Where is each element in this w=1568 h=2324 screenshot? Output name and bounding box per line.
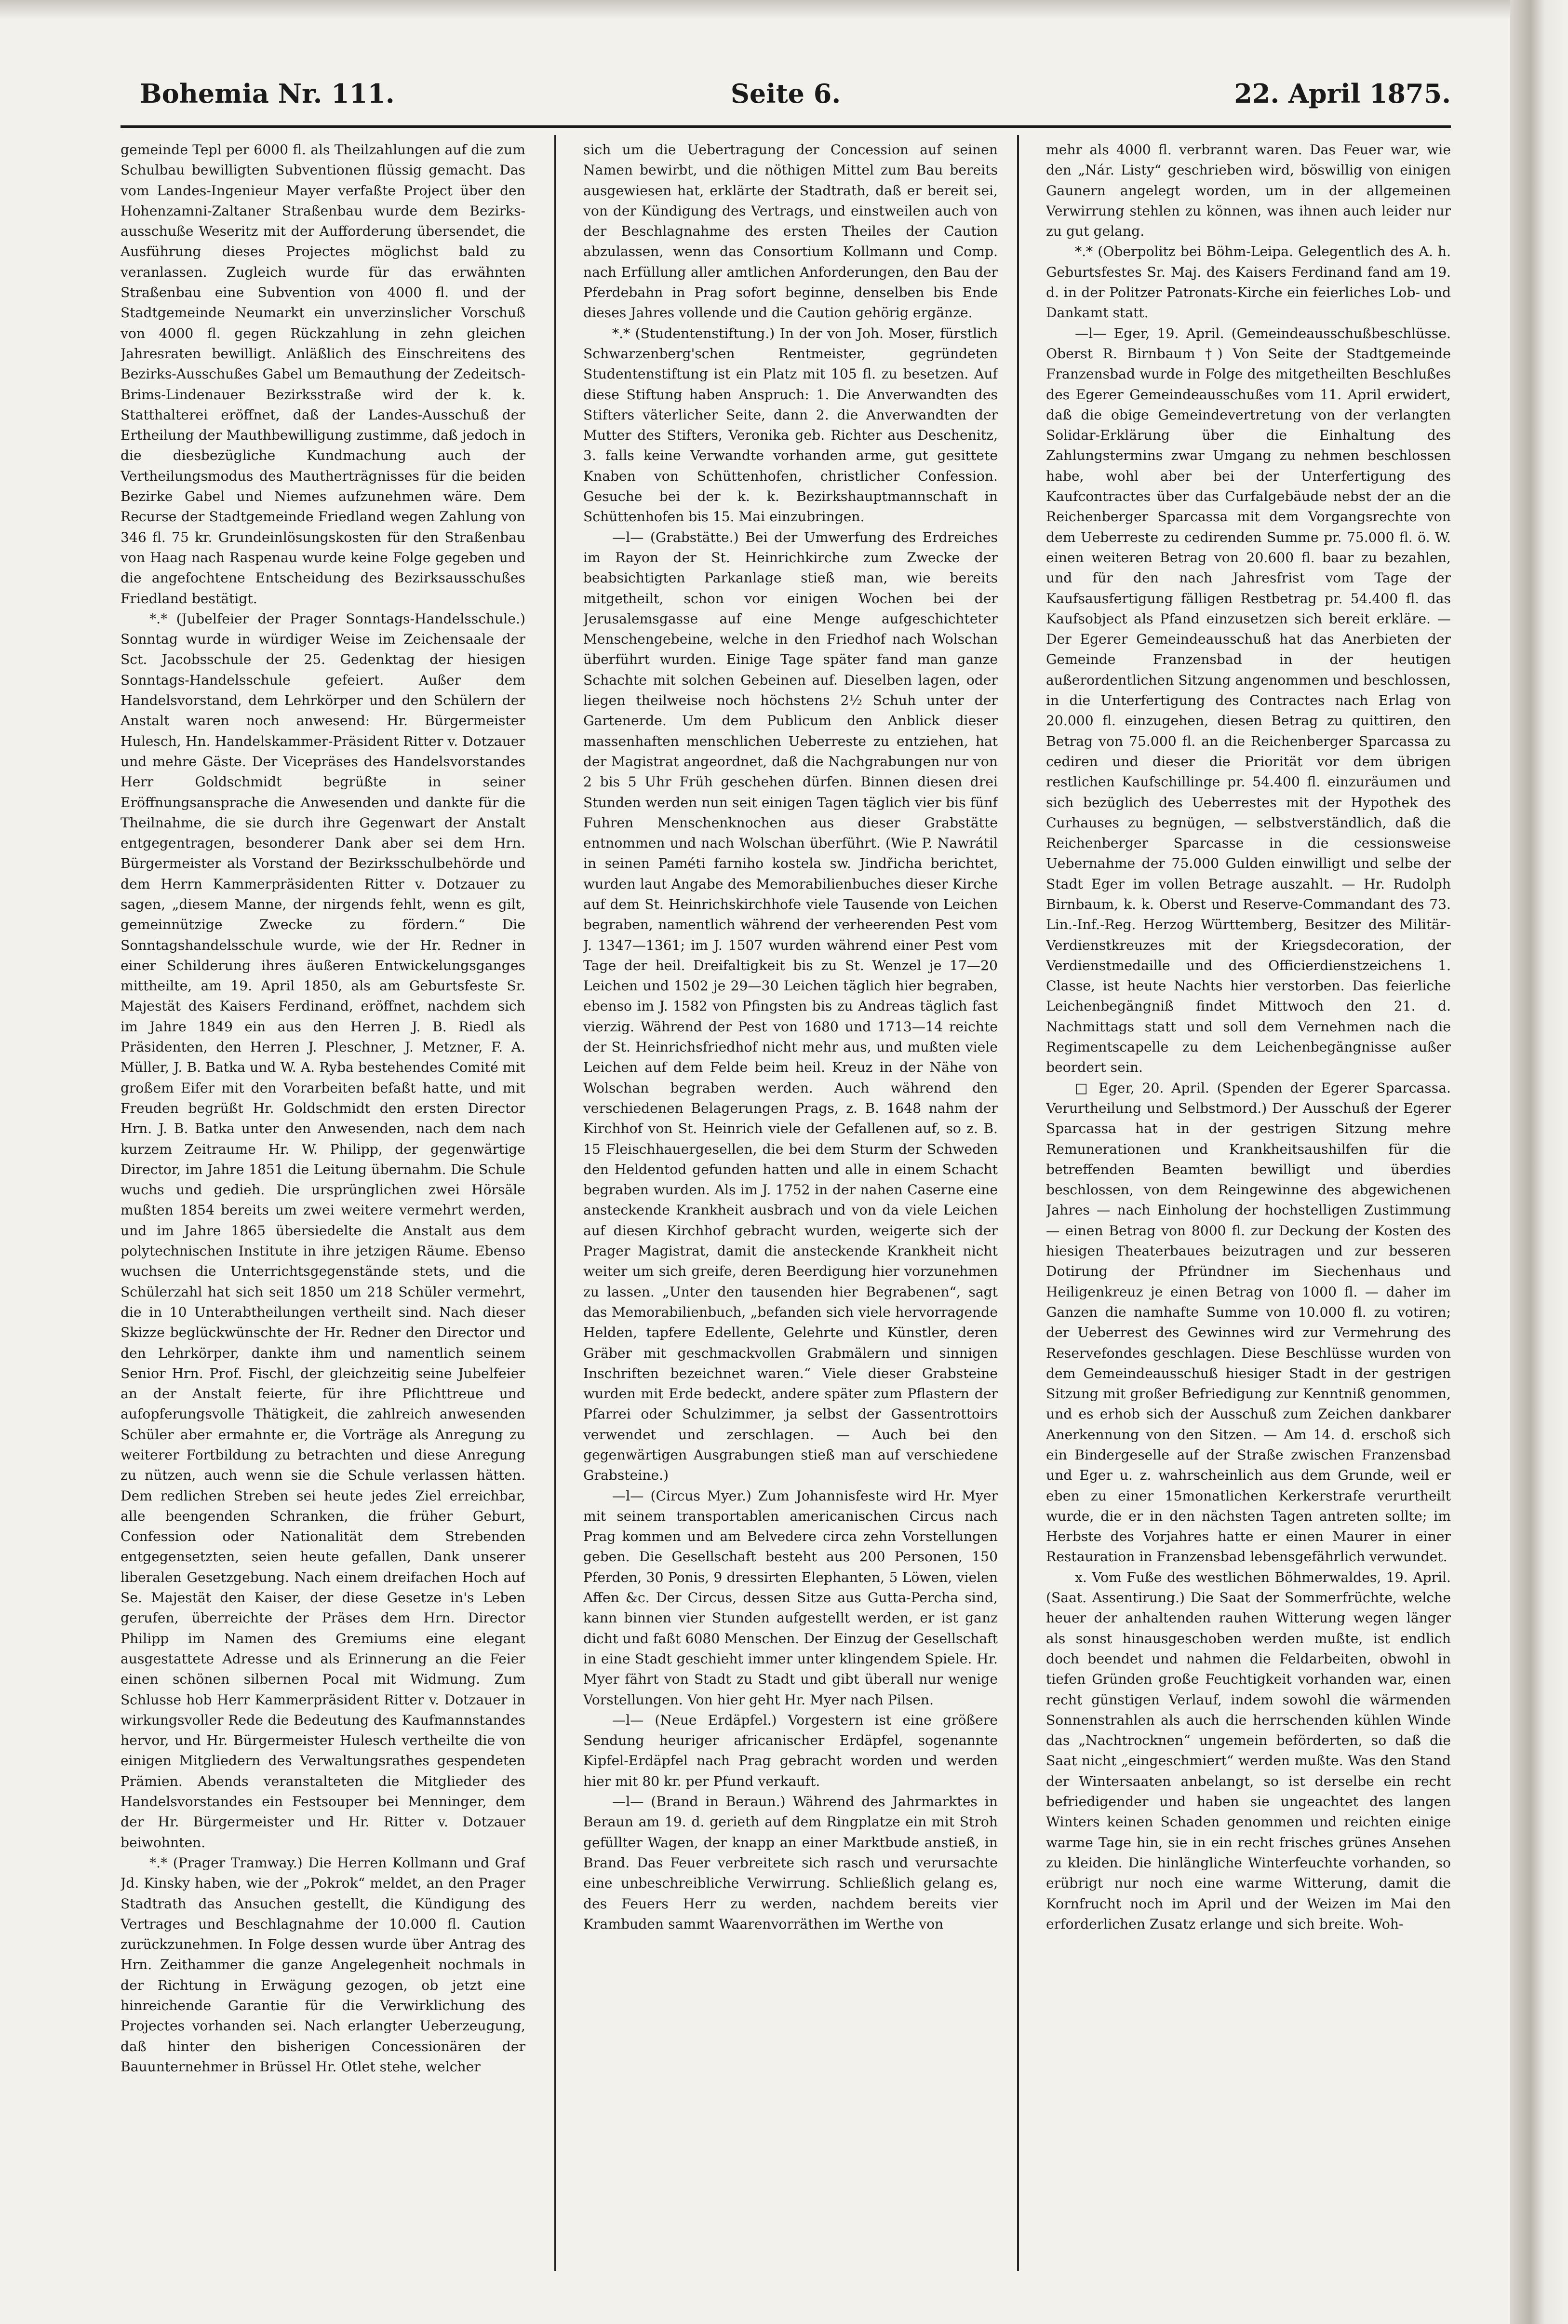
scan-shadow-top	[0, 0, 1568, 19]
article-paragraph: mehr als 4000 fl. verbrannt waren. Das Feuer war, wie den „Nár. Listy“ geschrieben wird, böswillig von einigen Gaunern angelegt worden, um in der allgemeinen Verwirrung stehlen zu können, was ihnen auch leider nur zu gut gelang.	[1046, 142, 1451, 240]
scan-binding-edge	[1510, 0, 1568, 2324]
article-paragraph: —l— (Brand in Beraun.) Während des Jahrmarktes in Beraun am 19. d. gerieth auf dem Ringplatze ein mit Stroh gefüllter Wagen, der knapp an einer Marktbude anstieß, in Brand. Das Feuer verbreitete sich rasch und verursachte eine unbeschreibliche Verwirrung. Schließlich gelang es, des Feuers Herr zu werden, nachdem bereits vier Krambuden sammt Waarenvorräthen im Werthe von	[583, 1794, 998, 1932]
page-number: Seite 6.	[730, 78, 841, 109]
article-paragraph: □ Eger, 20. April. (Spenden der Egerer Sparcassa. Verurtheilung und Selbstmord.) Der Ausschuß der Egerer Sparcassa hat in der gestrigen Sitzung mehre Remunerationen und Krankheitsaushilfen für die betreffenden Beamten bewilligt und überdies beschlossen, von dem Reingewinne des abgewichenen Jahres — nach Einholung der hochstelligen Zustimmung — einen Betrag von 8000 fl. zur Deckung der Kosten des hiesigen Theaterbaues beizutragen und zur besseren Dotirung der Pfründner im Siechenhaus und Heiligenkreuz je einen Betrag von 1000 fl. — daher im Ganzen die namhafte Summe von 10.000 fl. zu votiren; der Ueberrest des Gewinnes wird zur Vermehrung des Reservefondes geschlagen. Diese Beschlüsse wurden von dem Gemeindeausschuß hiesiger Stadt in der gestrigen Sitzung mit großer Befriedigung zur Kenntniß genommen, und es erhob sich der Ausschuß zum Zeichen dankbarer Anerkennung von den Sitzen. — Am 14. d. erschoß sich ein Bindergeselle auf der Straße zwischen Franzensbad und Eger u. z. wahrscheinlich aus dem Grunde, weil er eben zu einer 15monatlichen Kerkerstrafe verurtheilt wurde, die er in den nächsten Tagen antreten sollte; im Herbste des Vorjahres hatte er einen Maurer in einer Restauration in Franzensbad lebensgefährlich verwundet.	[1046, 1080, 1451, 1565]
column-2	[583, 140, 998, 2271]
article-paragraph: —l— (Neue Erdäpfel.) Vorgestern ist eine größere Sendung heuriger africanischer Erdäpfel, sogenannte Kipfel-Erdäpfel nach Prag gebracht worden und werden hier mit 80 kr. per Pfund verkauft.	[583, 1712, 998, 1789]
issue-date: 22. April 1875.	[1234, 78, 1451, 109]
masthead-issue: Bohemia Nr. 111.	[140, 78, 395, 109]
newspaper-page	[121, 72, 1451, 2290]
article-paragraph: —l— (Grabstätte.) Bei der Umwerfung des Erdreiches im Rayon der St. Heinrichkirche zum Zwecke der beabsichtigten Parkanlage stieß man, wie bereits mitgetheilt, schon vor einigen Wochen bei der Jerusalemsgasse auf eine Menge aufgeschichteter Menschengebeine, welche in den Friedhof nach Wolschan überführt wurden. Einige Tage später fand man ganze Schachte mit solchen Gebeinen auf. Dieselben lagen, oder liegen theilweise noch höchstens 2½ Schuh unter der Gartenerde. Um dem Publicum den Anblick dieser massenhaften menschlichen Ueberreste zu entziehen, hat der Magistrat angeordnet, daß die Nachgrabungen nur von 2 bis 5 Uhr Früh geschehen dürfen. Binnen diesen drei Stunden werden nun seit einigen Tagen täglich vier bis fünf Fuhren Menschenknochen aus dieser Grabstätte entnommen und nach Wolschan überführt. (Wie P. Nawrátil in seinen Paméti farniho kostela sw. Jindřicha berichtet, wurden laut Angabe des Memorabilienbuches dieser Kirche auf dem St. Heinrichskirchhofe viele Tausende von Leichen begraben, namentlich während der verheerenden Pest vom J. 1347—1361; im J. 1507 wurden während einer Pest vom Tage der heil. Dreifaltigkeit bis zu St. Wenzel je 17—20 Leichen und 1502 je 29—30 Leichen täglich hier begraben, ebenso im J. 1582 von Pfingsten bis zu Andreas täglich fast vierzig. Während der Pest von 1680 und 1713—14 reichte der St. Heinrichsfriedhof nicht mehr aus, und mußten viele Leichen auf dem Felde beim heil. Kreuz in der Nähe von Wolschan begraben werden. Auch während den verschiedenen Belagerungen Prags, z. B. 1648 nahm der Kirchhof von St. Heinrich viele der Gefallenen auf, so z. B. 15 Fleischhauergesellen, die bei dem Sturm der Schweden den Heldentod gefunden hatten und alle in einem Schacht begraben wurden. Als im J. 1752 in der nahen Caserne eine ansteckende Krankheit ausbrach und von da viele Leichen auf diesen Kirchhof gebracht wurden, weigerte sich der Prager Magistrat, damit die ansteckende Krankheit nicht weiter um sich greife, deren Beerdigung hier vorzunehmen zu lassen. „Unter den tausenden hier Begrabenen“, sagt das Memorabilienbuch, „befanden sich viele hervorragende Helden, tapfere Edellente, Gelehrte und Künstler, deren Gräber mit geschmackvollen Grabmälern und sinnigen Inschriften bezeichnet waren.“ Viele dieser Grabsteine wurden mit Erde bedeckt, andere später zum Pflastern der Pfarrei oder Schulzimmer, ja selbst der Gassentrottoirs verwendet und zerschlagen. — Auch bei den gegenwärtigen Ausgrabungen stieß man auf verschiedene Grabsteine.)	[583, 529, 998, 1484]
article-paragraph: *.* (Studentenstiftung.) In der von Joh. Moser, fürstlich Schwarzenberg'schen Rentmeister, gegründeten Studentenstiftung ist ein Platz mit 105 fl. zu besetzen. Auf diese Stiftung haben Anspruch: 1. Die Anverwandten des Stifters väterlicher Seite, dann 2. die Anverwandten der Mutter des Stifters, Veronika geb. Richter aus Deschenitz, 3. falls keine Verwandte vorhanden arme, gut gesittete Knaben von Schüttenhofen, christlicher Confession. Gesuche bei der k. k. Bezirkshauptmannschaft in Schüttenhofen bis 15. Mai einzubringen.	[583, 325, 998, 525]
column-rule	[1017, 135, 1019, 2271]
article-paragraph: sich um die Uebertragung der Concession auf seinen Namen bewirbt, und die nöthigen Mittel zum Bau bereits ausgewiesen hat, erklärte der Stadtrath, daß er bereit sei, von der Kündigung des Vertrags, und einstweilen auch von der Beschlagnahme des ersten Theiles der Caution abzulassen, wenn das Consortium Kollmann und Comp. nach Erfüllung aller amtlichen Anforderungen, den Bau der Pferdebahn in Prag sofort beginne, denselben bis Ende dieses Jahres vollende und die Caution gehörig ergänze.	[583, 142, 998, 321]
article-paragraph: gemeinde Tepl per 6000 fl. als Theilzahlungen auf die zum Schulbau bewilligten Subventionen flüssig gemacht. Das vom Landes-Ingenieur Mayer verfaßte Project über den Hohenzamni-Zaltaner Straßenbau wurde dem Bezirks-ausschuße Weseritz mit der Aufforderung übersendet, die Ausführung dieses Projectes möglichst bald zu veranlassen. Zugleich wurde für das erwähnten Straßenbau eine Subvention von 4000 fl. und der Stadtgemeinde Neumarkt ein unverzinslicher Vorschuß von 4000 fl. gegen Rückzahlung in zehn gleichen Jahresraten bewilligt. Anläßlich des Einschreitens des Bezirks-Ausschußes Gabel um Bemauthung der Zedeitsch-Brims-Lindenauer Bezirksstraße wird der k. k. Statthalterei eröffnet, daß der Landes-Ausschuß der Ertheilung der Mauthbewilligung zustimme, daß jedoch in die diesbezügliche Kundmachung auch der Vertheilungsmodus des Mautherträgnisses für die beiden Bezirke Gabel und Niemes aufzunehmen wäre. Dem Recurse der Stadtgemeinde Friedland wegen Zahlung von 346 fl. 75 kr. Grundeinlösungskosten für den Straßenbau von Haag nach Raspenau wurde keine Folge gegeben und die angefochtene Entscheidung des Bezirksausschußes Friedland bestätigt.	[121, 142, 525, 607]
article-paragraph: —l— Eger, 19. April. (Gemeindeausschußbeschlüsse. Oberst R. Birnbaum †) Von Seite der Stadtgemeinde Franzensbad wurde in Folge des mitgetheilten Beschlußes des Egerer Gemeindeausschußes vom 11. April erwidert, daß die obige Gemeindevertretung von der verlangten Solidar-Erklärung über die Einhaltung des Zahlungstermins zwar Umgang zu nehmen beschlossen habe, wohl aber bei der Unterfertigung des Kaufcontractes über das Curfalgebäude nebst der an die Reichenberger Sparcassa mit dem Vorgangsrechte von dem Ueberreste zu cedirenden Summe pr. 75.000 fl. ö. W. einen weiteren Betrag von 20.600 fl. baar zu bezahlen, und für den nach Jahresfrist vom Tage der Kaufsausfertigung fälligen Restbetrag pr. 54.400 fl. das Kaufsobject als Pfand einzusetzen sich bereit erkläre. — Der Egerer Gemeindeausschuß hat das Anerbieten der Gemeinde Franzensbad in der heutigen außerordentlichen Sitzung angenommen und beschlossen, in die Unterfertigung des Contractes nach Erlag von 20.000 fl. einzugehen, diesen Betrag zu quittiren, den Betrag von 75.000 fl. an die Reichenberger Sparcassa zu cediren und dieser die Priorität vor dem übrigen restlichen Kaufschillinge pr. 54.400 fl. einzuräumen und sich bezüglich des Ueberrestes mit der Hypothek des Curhauses zu begnügen, — selbstverständlich, daß die Reichenberger Sparcasse in die cessionsweise Uebernahme der 75.000 Gulden einwilligt und selbe der Stadt Eger im vollen Betrage auszahlt. — Hr. Rudolph Birnbaum, k. k. Oberst und Reserve-Commandant des 73. Lin.-Inf.-Reg. Herzog Württemberg, Besitzer des Militär-Verdienstkreuzes mit der Kriegsdecoration, der Verdienstmedaille und des Officierdienstzeichens 1. Classe, ist heute Nachts hier verstorben. Das feierliche Leichenbegängniß findet Mittwoch den 21. d. Nachmittags statt und soll dem Vernehmen nach die Regimentscapelle zu dem Leichenbegängnisse außer beordert sein.	[1046, 325, 1451, 1076]
article-paragraph: *.* (Jubelfeier der Prager Sonntags-Handelsschule.) Sonntag wurde in würdiger Weise im Zeichensaale der Sct. Jacobsschule der 25. Gedenktag der hiesigen Sonntags-Handelsschule gefeiert. Außer dem Handelsvorstand, dem Lehrkörper und den Schülern der Anstalt waren noch anwesend: Hr. Bürgermeister Hulesch, Hn. Handelskammer-Präsident Ritter v. Dotzauer und mehre Gäste. Der Vicepräses des Handelsvorstandes Herr Goldschmidt begrüßte in seiner Eröffnungsansprache die Anwesenden und dankte für die Theilnahme, die sie durch ihre Gegenwart der Anstalt entgegentragen, besonderer Dank aber sei dem Hrn. Bürgermeister als Vorstand der Bezirksschulbehörde und dem Herrn Kammerpräsidenten Ritter v. Dotzauer zu sagen, „diesem Manne, der nirgends fehlt, wenn es gilt, gemeinnützige Zwecke zu fördern.“ Die Sonntagshandelsschule wurde, wie der Hr. Redner in einer Schilderung ihres äußeren Entwickelungsganges mittheilte, am 19. April 1850, als am Geburtsfeste Sr. Majestät des Kaisers Ferdinand, eröffnet, nachdem sich im Jahre 1849 ein aus den Herren J. B. Riedl als Präsidenten, den Herren J. Pleschner, J. Metzner, F. A. Müller, J. B. Batka und W. A. Ryba bestehendes Comité mit großem Eifer mit den Vorarbeiten befaßt hatte, und mit Freuden begrüßt Hr. Goldschmidt den ersten Director Hrn. J. B. Batka unter den Anwesenden, nach dem nach kurzem Zeitraume Hr. W. Philipp, der gegenwärtige Director, im Jahre 1851 die Leitung übernahm. Die Schule wuchs und gedieh. Die ursprünglichen zwei Hörsäle mußten 1854 bereits um zwei weitere vermehrt werden, und im Jahre 1865 übersiedelte die Anstalt aus dem polytechnischen Institute in ihre jetzigen Räume. Ebenso wuchsen die Unterrichtsgegenstände stets, und die Schülerzahl hat sich seit 1850 um 218 Schüler vermehrt, die in 10 Unterabtheilungen vertheilt sind. Nach dieser Skizze beglückwünschte der Hr. Redner den Director und den Lehrkörper, dankte ihm und namentlich seinem Senior Hrn. Prof. Fischl, der gleichzeitig seine Jubelfeier an der Anstalt feierte, für ihre Pflichttreue und aufopferungsvolle Thätigkeit, die zahlreich anwesenden Schüler aber ermahnte er, die Vorträge als Anregung zu weiterer Fortbildung zu betrachten und diese Anregung zu nützen, auch wenn sie die Schule verlassen hätten. Dem redlichen Streben sei heute jedes Ziel erreichbar, alle beengenden Schranken, die früher Geburt, Confession oder Nationalität dem Strebenden entgegensetzten, seien heute gefallen, Dank unserer liberalen Gesetzgebung. Nach einem dreifachen Hoch auf Se. Majestät den Kaiser, der diese Gesetze in's Leben gerufen, überreichte der Präses dem Hrn. Director Philipp im Namen des Gremiums eine elegant ausgestattete Adresse und als Erinnerung an die Feier einen schönen silbernen Pocal mit Widmung. Zum Schlusse hob Herr Kammerpräsident Ritter v. Dotzauer in wirkungsvoller Rede die Bedeutung des Kaufmannstandes hervor, und Hr. Bürgermeister Hulesch vertheilte die von einigen Mitgliedern des Verwaltungsrathes gespendeten Prämien. Abends veranstalteten die Mitglieder des Handelsvorstandes ein Festsouper bei Menninger, dem der Hr. Bürgermeister und Hr. Ritter v. Dotzauer beiwohnten.	[121, 610, 525, 1851]
article-paragraph: —l— (Circus Myer.) Zum Johannisfeste wird Hr. Myer mit seinem transportablen americanischen Circus nach Prag kommen und am Belvedere circa zehn Vorstellungen geben. Die Gesellschaft besteht aus 200 Personen, 150 Pferden, 30 Ponis, 9 dressirten Elephanten, 5 Löwen, vielen Affen &c. Der Circus, dessen Sitze aus Gutta-Percha sind, kann binnen vier Stunden aufgestellt werden, er ist ganz dicht und faßt 6080 Menschen. Der Einzug der Gesellschaft in eine Stadt geschieht immer unter klingendem Spiele. Hr. Myer fährt von Stadt zu Stadt und gibt überall nur wenige Vorstellungen. Von hier geht Hr. Myer nach Pilsen.	[583, 1487, 998, 1708]
article-paragraph: *.* (Oberpolitz bei Böhm-Leipa. Gelegentlich des A. h. Geburtsfestes Sr. Maj. des Kaisers Ferdinand fand am 19. d. in der Politzer Patronats-Kirche ein feierliches Lob- und Dankamt statt.	[1046, 243, 1451, 321]
column-rule	[554, 135, 556, 2271]
page-header	[121, 72, 1451, 128]
column-3	[1046, 140, 1451, 2271]
column-1	[121, 140, 525, 2271]
article-paragraph: *.* (Prager Tramway.) Die Herren Kollmann und Graf Jd. Kinsky haben, wie der „Pokrok“ meldet, an den Prager Stadtrath das Ansuchen gestellt, die Kündigung des Vertrages und Beschlagnahme der 10.000 fl. Caution zurückzunehmen. In Folge dessen wurde über Antrag des Hrn. Zeithammer die ganze Angelegenheit nochmals in der Richtung in Erwägung gezogen, ob jetzt eine hinreichende Garantie für die Verwirklichung des Projectes vorhanden sei. Nach erlangter Ueberzeugung, daß hinter den bisherigen Concessionären der Bauunternehmer in Brüssel Hr. Otlet stehe, welcher	[121, 1854, 525, 2075]
article-paragraph: x. Vom Fuße des westlichen Böhmerwaldes, 19. April. (Saat. Assentirung.) Die Saat der Sommerfrüchte, welche heuer der anhaltenden rauhen Witterung wegen länger als sonst hinausgeschoben werden mußte, ist endlich doch beendet und nahmen die Feldarbeiten, obwohl in tiefen Gründen große Feuchtigkeit vorhanden war, einen recht günstigen Verlauf, indem sowohl die wärmenden Sonnenstrahlen als auch die herrschenden kühlen Winde das „Nachtrocknen“ ungemein beförderten, so daß die Saat nicht „eingeschmiert“ werden mußte. Was den Stand der Wintersaaten anbelangt, so ist derselbe ein recht befriedigender und haben sie ungeachtet des langen Winters keinen Schaden genommen und reichten einige warme Tage hin, sie in ein recht frisches grünes Ansehen zu kleiden. Die hinlängliche Winterfeuchte vorhanden, so erübrigt nur noch eine warme Witterung, damit die Kornfrucht noch im April und der Weizen im Mai den erforderlichen Zusatz erlange und sich breite. Woh-	[1046, 1569, 1451, 1932]
